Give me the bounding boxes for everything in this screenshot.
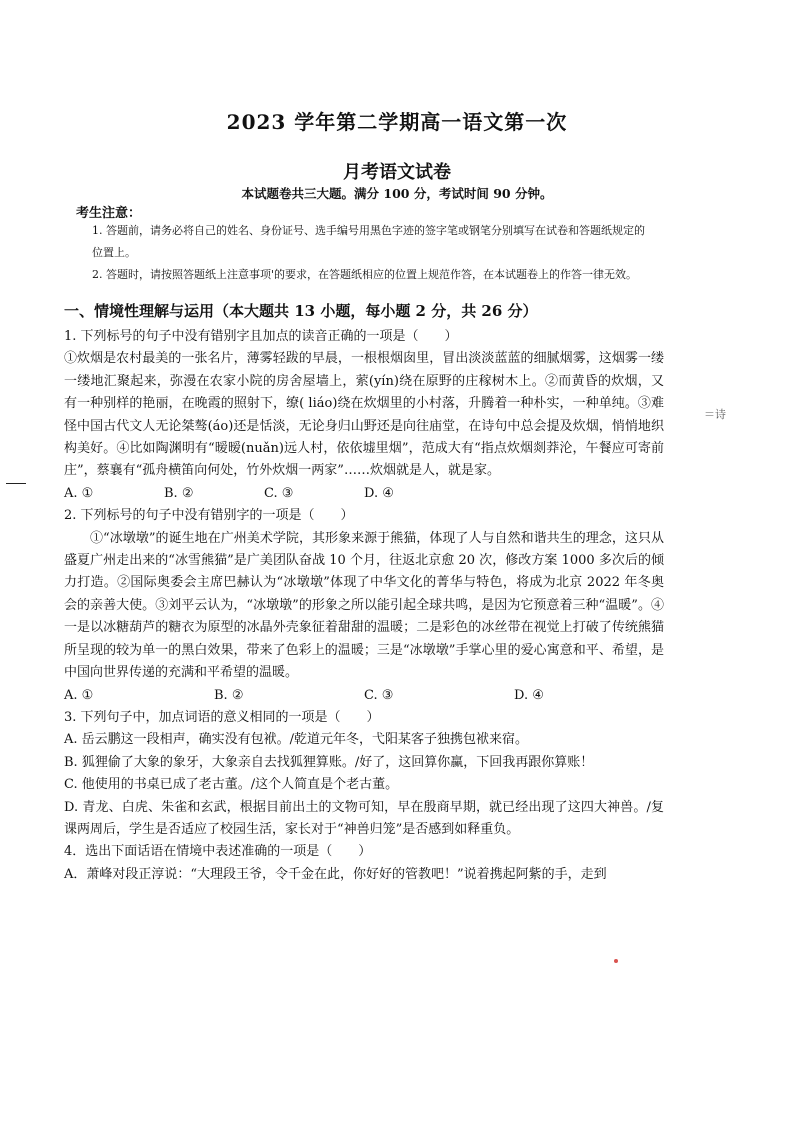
notice-item-2: 2. 答题时，请按照答题纸上注意事项'的要求，在答题纸相应的位置上规范作答，在本试题卷上的作答一律无效。 [92,268,638,281]
q1-option-b[interactable]: B. ② [164,485,194,501]
section-1-heading: 一、情境性理解与运用（本大题共 13 小题，每小题 2 分，共 26 分） [64,302,538,320]
q3-option-d[interactable]: D. 青龙、白虎、朱雀和玄武，根据目前出土的文物可知，早在殷商早期，就已经出现了这四大神兽。/复课两周后，学生是否适应了校园生活，家长对于“神兽归笼”是否感到如释重负。 [64,799,664,837]
ink-dot [614,959,618,963]
q1-option-d[interactable]: D. ④ [364,485,394,501]
q2-option-b[interactable]: B. ② [214,687,244,703]
question-1-stem: 1. 下列标号的句子中没有错别字且加点的读音正确的一项是（ ） [64,329,458,344]
q3-option-c[interactable]: C. 他使用的书桌已成了老古董。/这个人简直是个老古董。 [64,777,399,793]
question-2-stem: 2. 下列标号的句子中没有错别字的一项是（ ） [64,508,354,524]
margin-mark [6,483,26,484]
question-3-stem: 3. 下列句子中，加点词语的意义相同的一项是（ ） [64,709,380,725]
questions-body [64,326,664,886]
q3-option-a[interactable]: A. 岳云鹏这一段相声，确实没有包袱。/乾道元年冬，弋阳某客子独携包袱来宿。 [64,732,529,748]
notice-heading: 考生注意： [76,206,142,221]
q1-option-a[interactable]: A. ① [64,485,94,501]
exam-title: 2023 学年第二学期高一语文第一次 [226,110,568,134]
notice-item-1: 1. 答题前，请务必将自己的姓名、身份证号、选手编号用黑色字迹的签字笔或钢笔分别填写在试卷和答题纸规定的位置上。 [92,224,645,259]
question-4-stem: 4．选出下面话语在情境中表述准确的一项是（ ） [64,844,372,860]
exam-info: 本试题卷共三大题。满分 100 分，考试时间 90 分钟。 [241,186,553,201]
q1-option-c[interactable]: C. ③ [264,485,294,501]
question-1-passage: ①炊烟是农村最美的一张名片，薄雾轻跋的早晨，一根根烟囱里，冒出淡淡蓝蓝的细腻烟雾，这烟雾一缕一缕地汇聚起来，弥漫在农家小院的房舍屋墙上，萦(yín)绕在原野的庄稼树木上。②而黄昏的炊烟，又有一种别样的艳丽，在晚霞的照射下，缭( liáo)绕在炊烟里的小村落，升腾着一种朴实，一种单纯。③难怪中国古代文人无论桀骜(áo)还是恬淡，无论身归山野还是向往庙堂，在诗句中总会提及炊烟，悄悄地织构美好。④比如陶渊明有“暧暧(nuǎn)远人村，依依墟里烟”，范成大有“指点炊烟剡莽沦，午餐应可寄前庄”，蔡襄有“孤舟横笛向何处，竹外炊烟一两家”……炊烟就是人，就是家。 [64,351,664,479]
question-2-options [64,685,664,707]
q2-option-d[interactable]: D. ④ [514,687,544,703]
question-2-passage: ①“冰墩墩”的诞生地在广州美术学院，其形象来源于熊猫，体现了人与自然和谐共生的理念，这只从盛夏广州走出来的“冰雪熊猫”是广美团队奋战 10 个月，往返北京愈 20 次，修改方案 1000 多次后的倾力打造。②国际奥委会主席巴赫认为“冰墩墩”体现了中华文化的菁华与特色，将成为北京 2022 年冬奥会的亲善大使。③刘平云认为，“冰墩墩”的形象之所以能引起全球共鸣，是因为它预意着三种“温暖”。④一是以冰糖葫芦的糖衣为原型的冰晶外壳象征着甜甜的温暖；二是彩色的冰丝带在视觉上打破了传统熊猫所呈现的较为单一的黑白效果，带来了色彩上的温暖；三是“冰墩墩”手掌心里的爱心寓意和平、希望，是中国向世界传递的充满和平希望的温暖。 [64,530,664,681]
question-1-options [64,483,664,505]
margin-note: ＝诗 [704,408,726,421]
q2-option-a[interactable]: A. ① [64,687,94,703]
q4-option-a[interactable]: A．萧峰对段正淳说：“大理段王爷，令千金在此，你好好的管教吧！”说着携起阿紫的手，走到 [64,866,607,882]
q3-option-b[interactable]: B. 狐狸偷了大象的象牙，大象亲自去找狐狸算账。/好了，这回算你赢，下回我再跟你算账！ [64,754,594,770]
q2-option-c[interactable]: C. ③ [364,687,394,703]
exam-subtitle: 月考语文试卷 [343,162,451,183]
